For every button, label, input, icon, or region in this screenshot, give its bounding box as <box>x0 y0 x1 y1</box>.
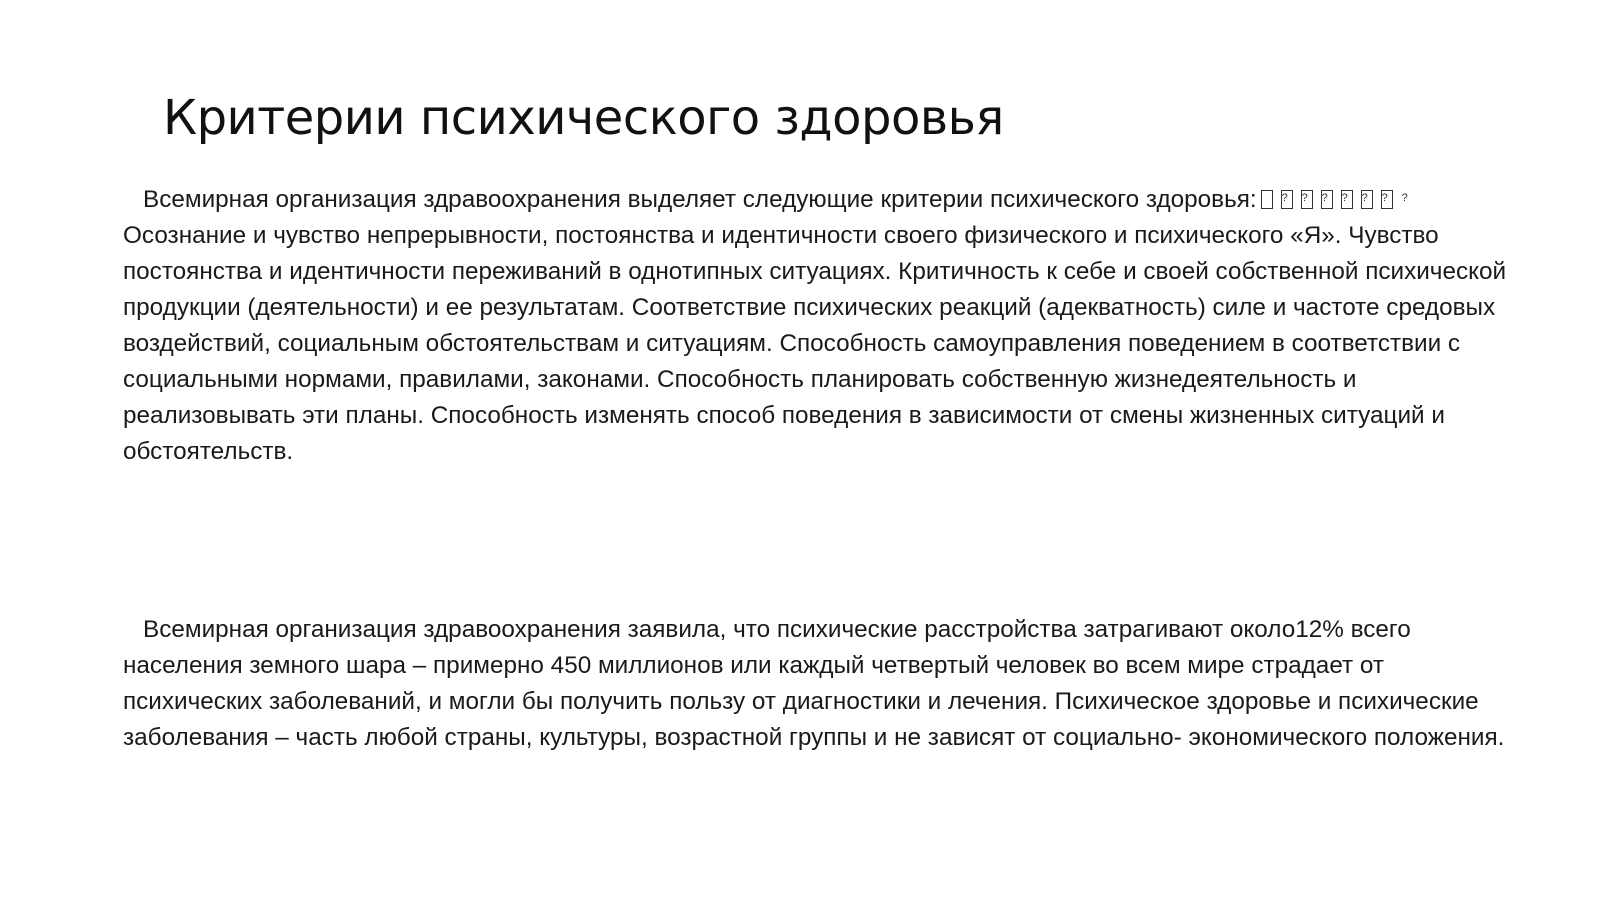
criteria-lead-text: Всемирная организация здравоохранения выделяет следующие критерии психического здоровья: <box>143 186 1257 213</box>
missing-glyph-icon <box>1341 190 1353 209</box>
missing-glyph-icon <box>1301 190 1313 209</box>
criteria-body-text: Осознание и чувство непрерывности, постоянства и идентичности своего физического и психического «Я». Чувство постоянства и идентичности переживаний в однотипных ситуациях. Критичность к себе и своей собственной психической продукции (деятельности) и ее результатам. Соответствие психических реакций (адекватность) силе и частоте средовых воздействий, социальным обстоятельствам и ситуациям. Способность самоуправления поведением в соответствии с социальными нормами, правилами, законами. Способность планировать собственную жизнедеятельность и реализовывать эти планы. Способность изменять способ поведения в зависимости от смены жизненных ситуаций и обстоятельств. <box>123 222 1507 465</box>
missing-glyph-icon <box>1321 190 1333 209</box>
missing-glyph-icon <box>1261 190 1273 209</box>
missing-glyph-boxes <box>1257 186 1397 213</box>
who-statement-paragraph: Всемирная организация здравоохранения заявила, что психические расстройства затрагивают около12% всего населения земного шара – примерно 450 миллионов или каждый четвертый человек во всем мире страдает от психических заболеваний, и могли бы получить пользу от диагностики и лечения. Психическое здоровье и психические заболевания – часть любой страны, культуры, возрастной группы и не зависят от социально- экономического положения. <box>123 616 1505 751</box>
criteria-paragraph <box>123 182 1515 470</box>
missing-glyph-icon <box>1281 190 1293 209</box>
missing-glyph-icon <box>1361 190 1373 209</box>
slide-title: Критерии психического здоровья <box>163 90 1004 146</box>
missing-glyph-icon <box>1381 190 1393 209</box>
